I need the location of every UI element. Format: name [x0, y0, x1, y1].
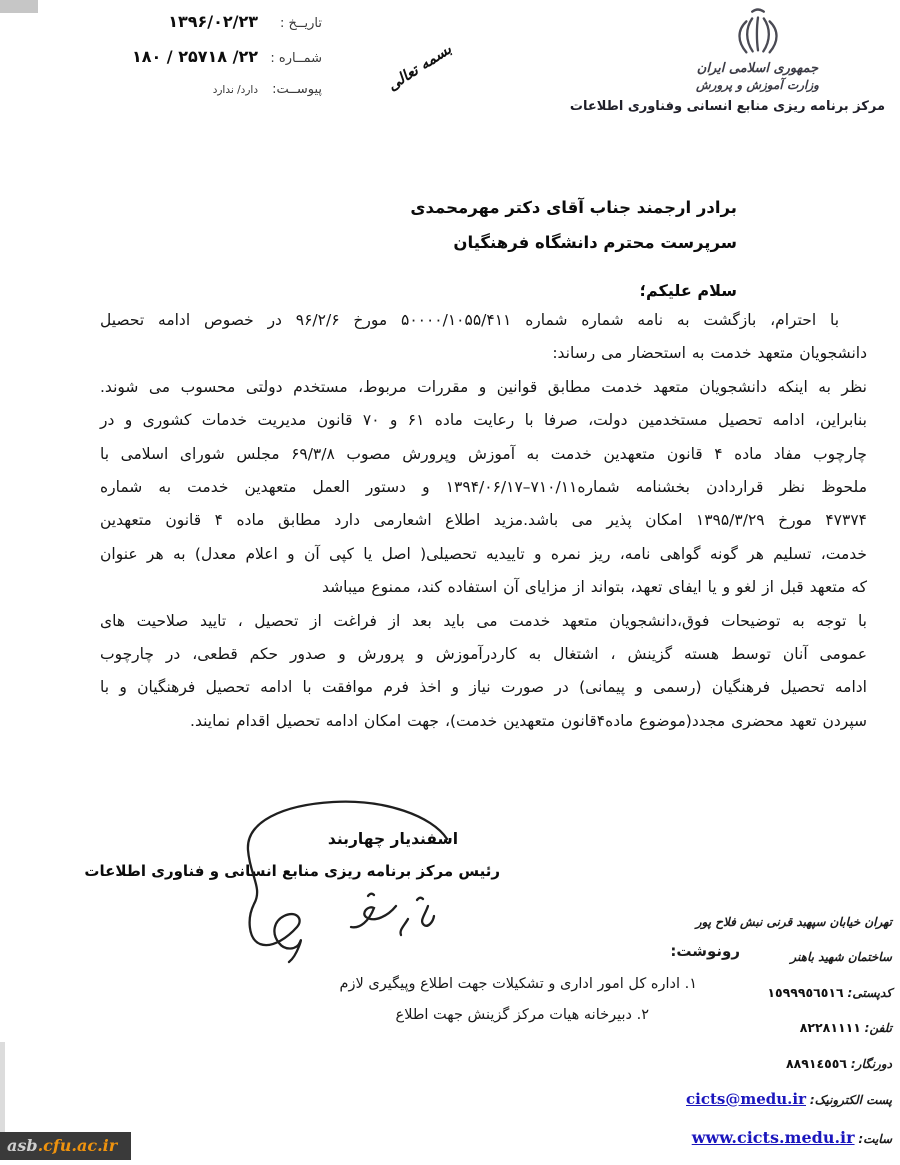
phone-value: ٨٢٢٨١١١١ — [799, 1020, 861, 1035]
body-line: دانشجویان متعهد خدمت به استحضار می رساند: — [552, 344, 867, 363]
body-line: عمومی آنان توسط هسته گزینش ، اشتغال به کاردرآموزش و پرورش و صدور حکم قطعی، در چارچوب — [100, 644, 867, 663]
besmellah-calligraphy: بسمه تعالی — [383, 39, 455, 95]
fax-value: ٨٨٩١٤٥٥٦ — [785, 1056, 848, 1071]
number-label: شمــاره : — [270, 51, 322, 66]
scan-artifact-edge — [0, 1042, 5, 1133]
body-line: خدمت، تسلیم هر گونه گواهی نامه، ریز نمره و تاییدیه تحصیلی( اصل یا کپی آن و اعلام معدل) به هر عنوان — [100, 544, 867, 563]
cc-label: رونوشت: — [670, 942, 740, 960]
footer-address-line2: ساختمان شهید باهنر — [790, 950, 892, 964]
footer-site-row — [692, 1128, 892, 1147]
letterhead-block — [569, 4, 885, 114]
org-name-line2: وزارت آموزش و پرورش — [696, 78, 819, 92]
iran-emblem-icon — [728, 4, 788, 60]
date-row — [132, 12, 322, 31]
watermark-suffix: .cfu.ac.ir — [37, 1136, 118, 1155]
body-line: سپردن تعهد محضری مجدد(موضوع ماده۴قانون متعهدین خدمت)، جهت امکان ادامه تحصیل اقدام نمایند. — [190, 711, 867, 730]
body-line: که متعهد قبل از لغو و یا ایفای تعهد، بتواند از مزایای آن استفاده کند، ممنوع میباشد — [321, 578, 867, 597]
postal-value: ١٥٩٩٩٥٦٥١٦ — [767, 985, 844, 1000]
body-line: با توجه به توضیحات فوق،دانشجویان متعهد خدمت می باید بعد از فراغت از تحصیل ، تایید صلاحیت های — [100, 611, 867, 630]
site-label: سایت: — [858, 1132, 892, 1146]
recipient-block — [410, 190, 737, 260]
body-line: ۴۷۳۷۴ مورخ ۱۳۹۵/۳/۲۹ امکان پذیر می باشد.مزید اطلاع اشعارمی دارد مطابق ماده ۴ قانون متعهدین — [100, 511, 867, 530]
signatory-title: رئیس مرکز برنامه ریزی منابع انسانی و فناوری اطلاعات — [84, 862, 500, 880]
footer-postal-row — [767, 985, 892, 1000]
cc-item: ۱. اداره کل امور اداری و تشکیلات جهت اطلاع وپیگیری لازم — [339, 976, 697, 992]
date-label: تاریــخ : — [280, 16, 322, 31]
footer-address-line1: تهران خیابان سپهبد قرنی نبش فلاح پور — [695, 915, 892, 929]
postal-label: کدپستی: — [847, 986, 892, 1000]
email-label: پست الکترونیک: — [809, 1093, 892, 1107]
body-line: ملحوظ نظر قراردادن بخشنامه شماره۷۱۰/۱۱–۱۳۹۴/۰۶/۱۷ و دستور العمل متعهدین خدمت به شماره — [100, 477, 867, 496]
footer-phone-row — [800, 1020, 892, 1035]
signatory-name: اسفندیار چهاربند — [327, 830, 459, 848]
body-line: نظر به اینکه دانشجویان متعهد خدمت مطابق قوانین و مقررات مربوط، مستخدم دولتی محسوب می شوند. — [100, 377, 867, 396]
date-value: ۱۳۹۶/۰۲/۲۳ — [168, 12, 258, 31]
cc-item: ۲. دبیرخانه هیات مرکز گزینش جهت اطلاع — [395, 1007, 649, 1023]
site-link[interactable]: www.cicts.medu.ir — [691, 1128, 855, 1147]
letter-meta-block — [132, 12, 322, 113]
body-line: چارچوب مفاد ماده ۴ قانون متعهدین خدمت به آموزش وپرورش مصوب ۶۹/۳/۸ مجلس شورای اسلامی با — [100, 444, 867, 463]
site-watermark — [0, 1132, 131, 1160]
org-name-line3: مرکز برنامه ریزی منابع انسانی وفناوری اطلاعات — [569, 99, 885, 114]
letter-body — [100, 304, 867, 738]
email-link[interactable]: cicts@medu.ir — [686, 1090, 806, 1108]
attachment-row — [132, 82, 322, 97]
footer-email-row — [686, 1090, 892, 1108]
attachment-value: دارد/ ندارد — [212, 84, 258, 96]
salutation: سلام علیکم؛ — [639, 281, 737, 300]
body-line: با احترام، بازگشت به نامه شماره شماره ۵۰۰۰۰/۱۰۵۵/۴۱۱ مورخ ۹۶/۲/۶ در خصوص ادامه تحصیل — [100, 311, 840, 329]
recipient-title: سرپرست محترم دانشگاه فرهنگیان — [453, 233, 737, 252]
number-row — [132, 47, 322, 66]
handwritten-signature-scribble — [84, 792, 530, 977]
phone-label: تلفن: — [864, 1021, 892, 1035]
footer-fax-row — [786, 1056, 892, 1071]
body-line: بنابراین، ادامه تحصیل مستخدمین دولت، صرفا با رعایت ماده ۶۱ و ۷۰ قانون مدیریت خدمات کشوری و در — [100, 411, 867, 430]
attachment-label: پیوســت: — [272, 82, 322, 97]
body-line: ادامه تحصیل فرهنگیان (رسمی و پیمانی) در صورت نیاز و اخذ فرم موافقت با ادامه تحصیل فرهنگیان و با — [100, 678, 867, 697]
recipient-name: برادر ارجمند جناب آقای دکتر مهرمحمدی — [410, 198, 737, 217]
org-name-line1: جمهوری اسلامی ایران — [696, 61, 819, 76]
scan-artifact-corner — [0, 0, 38, 13]
number-value: ۲۲/ ۲۵۷۱۸ / ۱۸۰ — [131, 47, 258, 66]
watermark-prefix: asb — [7, 1136, 38, 1155]
fax-label: دورنگار: — [850, 1057, 892, 1071]
